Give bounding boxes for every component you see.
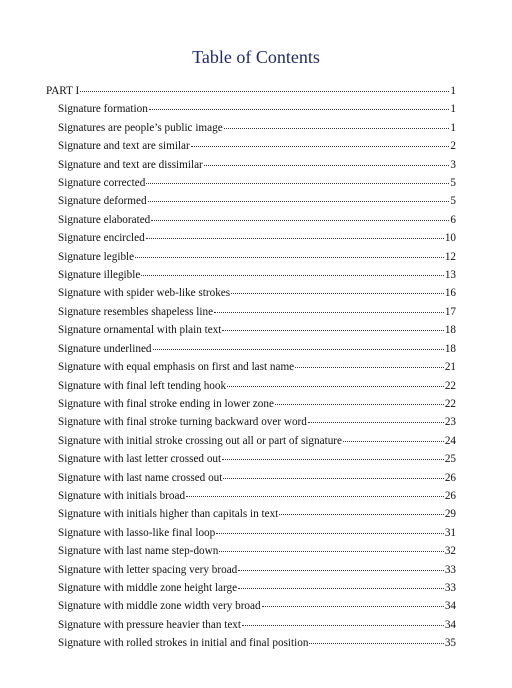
toc-page-number: 6 (450, 213, 456, 226)
toc-page-number: 25 (444, 453, 456, 466)
toc-page-number: 33 (444, 563, 456, 576)
toc-page-number: 22 (444, 397, 456, 410)
toc-entry-title: Signature illegible (58, 269, 141, 282)
page-title: Table of Contents (192, 47, 320, 67)
toc-entry[interactable] (46, 616, 456, 634)
toc-entry-title: Signature with last name crossed out (58, 471, 223, 484)
toc-entry[interactable] (46, 450, 456, 468)
dot-leader (216, 532, 444, 534)
toc-page-number: 33 (444, 581, 456, 594)
toc-page-number: 18 (444, 342, 456, 355)
toc-page-number: 13 (444, 269, 456, 282)
toc-page-number: 24 (444, 434, 456, 447)
toc-page-number: 29 (444, 508, 456, 521)
toc-entry-title: Signature with middle zone width very broad (58, 600, 261, 613)
dot-leader (308, 421, 444, 423)
toc-entry-title: Signature encircled (58, 232, 145, 245)
toc-page-number: 2 (450, 140, 456, 153)
toc-entry[interactable] (46, 100, 456, 118)
toc-page-number: 35 (444, 637, 456, 650)
dot-leader (146, 182, 449, 184)
dot-leader (275, 403, 444, 405)
toc-page-number: 23 (444, 416, 456, 429)
toc-page-number: 26 (444, 489, 456, 502)
toc-entry-title: Signature with final stroke turning backward over word (58, 416, 307, 429)
toc-entry-title: Signature with final stroke ending in lower zone (58, 397, 274, 410)
toc-page-number: 22 (444, 379, 456, 392)
toc-page-number: 5 (450, 177, 456, 190)
toc-entry[interactable] (46, 432, 456, 450)
toc-page-number: 3 (450, 158, 456, 171)
toc-entry[interactable] (46, 597, 456, 615)
toc-list (46, 82, 456, 653)
dot-leader (224, 127, 449, 129)
toc-entry-title: Signature with initials higher than capitals in text (58, 508, 279, 521)
toc-entry-title: Signature with initial stroke crossing out all or part of signature (58, 434, 342, 447)
toc-entry[interactable] (46, 174, 456, 192)
dot-leader (204, 164, 449, 166)
toc-entry-title: Signature with middle zone height large (58, 581, 238, 594)
dot-leader (231, 292, 444, 294)
toc-page-number: 17 (444, 305, 456, 318)
toc-entry[interactable] (46, 524, 456, 542)
dot-leader (186, 495, 444, 497)
dot-leader (191, 145, 449, 147)
dot-leader (222, 458, 444, 460)
dot-leader (222, 329, 443, 331)
toc-entry[interactable] (46, 303, 456, 321)
dot-leader (146, 237, 444, 239)
toc-entry-title: Signature with lasso-like final loop (58, 526, 216, 539)
toc-entry-title: Signature ornamental with plain text (58, 324, 222, 337)
toc-entry-title: Signature with rolled strokes in initial and final position (58, 637, 309, 650)
toc-page-number: 34 (444, 618, 456, 631)
dot-leader (227, 385, 444, 387)
toc-entry[interactable] (46, 579, 456, 597)
dot-leader (80, 90, 449, 92)
dot-leader (242, 624, 444, 626)
toc-entry-title: Signature elaborated (58, 213, 151, 226)
toc-entry-title: Signature and text are similar (58, 140, 190, 153)
toc-page-number: 16 (444, 287, 456, 300)
toc-entry-title: Signature formation (58, 103, 148, 116)
toc-page-number: 32 (444, 545, 456, 558)
toc-entry[interactable] (46, 248, 456, 266)
toc-entry-title: Signature with spider web-like strokes (58, 287, 231, 300)
toc-entry-title: Signature with last letter crossed out (58, 453, 222, 466)
dot-leader (153, 348, 444, 350)
dot-leader (214, 311, 444, 313)
dot-leader (219, 550, 443, 552)
toc-entry[interactable] (46, 413, 456, 431)
toc-entry[interactable] (46, 229, 456, 247)
dot-leader (151, 219, 449, 221)
toc-entry[interactable] (46, 156, 456, 174)
dot-leader (238, 587, 444, 589)
toc-entry-title: Signature with letter spacing very broad (58, 563, 238, 576)
toc-entry[interactable] (46, 505, 456, 523)
toc-entry[interactable] (46, 284, 456, 302)
toc-entry[interactable] (46, 561, 456, 579)
toc-part-heading[interactable] (46, 82, 456, 100)
toc-entry[interactable] (46, 119, 456, 137)
toc-entry[interactable] (46, 634, 456, 652)
toc-entry-title: Signature deformed (58, 195, 147, 208)
toc-entry-title: Signature with last name step-down (58, 545, 219, 558)
toc-entry-title: Signature with equal emphasis on first and last name (58, 361, 295, 374)
toc-page-number: 26 (444, 471, 456, 484)
toc-page-number: 31 (444, 526, 456, 539)
dot-leader (149, 108, 449, 110)
toc-page-number: 1 (450, 121, 456, 134)
toc-entry-title: Signature with final left tending hook (58, 379, 227, 392)
toc-page-number: 1 (450, 85, 456, 97)
toc-entry[interactable] (46, 340, 456, 358)
toc-page-number: 5 (450, 195, 456, 208)
toc-entry[interactable] (46, 377, 456, 395)
toc-entry-title: Signature with pressure heavier than text (58, 618, 241, 631)
dot-leader (343, 440, 444, 442)
toc-entry-title: Signature with initials broad (58, 489, 186, 502)
toc-entry-title: PART I (46, 85, 80, 97)
dot-leader (148, 200, 449, 202)
dot-leader (238, 569, 444, 571)
toc-page-number: 34 (444, 600, 456, 613)
toc-entry[interactable] (46, 266, 456, 284)
toc-entry[interactable] (46, 192, 456, 210)
toc-page-number: 10 (444, 232, 456, 245)
dot-leader (135, 256, 444, 258)
toc-entry-title: Signature and text are dissimilar (58, 158, 203, 171)
toc-entry-title: Signature corrected (58, 177, 146, 190)
toc-entry[interactable] (46, 137, 456, 155)
dot-leader (279, 513, 444, 515)
toc-page-number: 1 (450, 103, 456, 116)
toc-page-number: 12 (444, 250, 456, 263)
dot-leader (223, 477, 443, 479)
toc-entry[interactable] (46, 542, 456, 560)
toc-entry[interactable] (46, 321, 456, 339)
toc-entry[interactable] (46, 487, 456, 505)
dot-leader (141, 274, 443, 276)
toc-entry-title: Signature resembles shapeless line (58, 305, 214, 318)
toc-entry-title: Signatures are people’s public image (58, 121, 223, 134)
toc-entry[interactable] (46, 211, 456, 229)
toc-entry[interactable] (46, 358, 456, 376)
dot-leader (309, 642, 443, 644)
toc-page-number: 21 (444, 361, 456, 374)
dot-leader (262, 605, 444, 607)
toc-entry-title: Signature underlined (58, 342, 152, 355)
toc-page-number: 18 (444, 324, 456, 337)
toc-entry[interactable] (46, 469, 456, 487)
toc-entry[interactable] (46, 395, 456, 413)
toc-entry-title: Signature legible (58, 250, 135, 263)
dot-leader (295, 366, 444, 368)
